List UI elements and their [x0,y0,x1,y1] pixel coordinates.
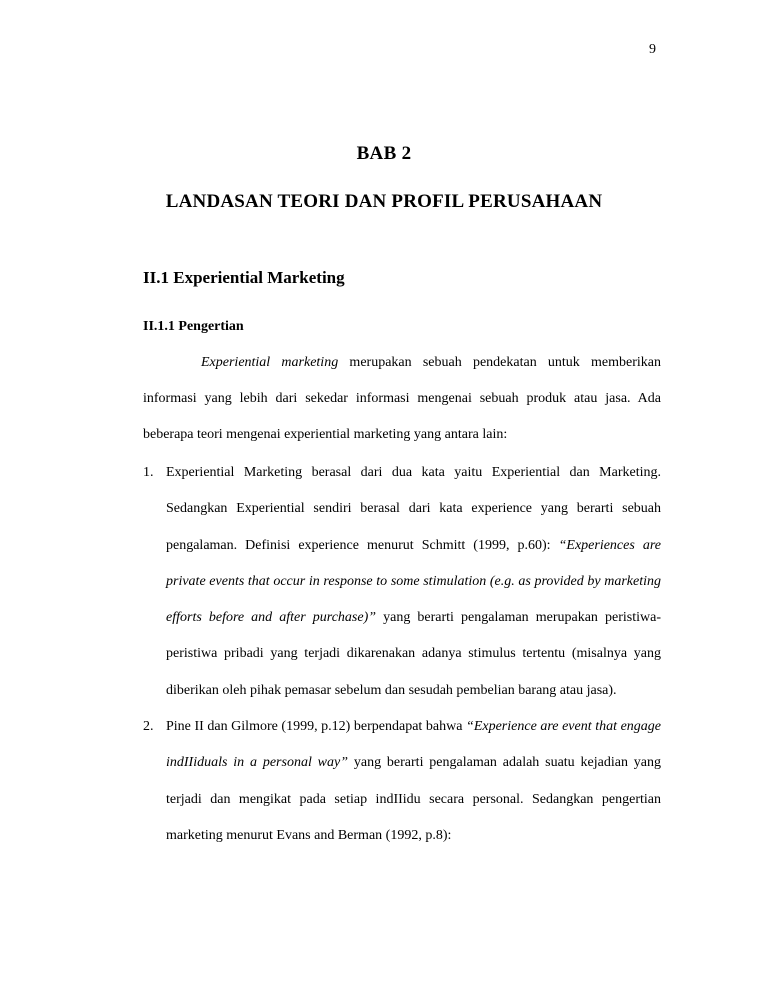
page-number: 9 [649,42,656,57]
list-item-text: Pine II dan Gilmore (1999, p.12) berpendapat bahwa [166,719,467,735]
list-item-number: 2. [143,719,154,735]
list-item-text: yang berarti pengalaman merupakan peristiwa-peristiwa pribadi yang terjadi dikarenakan adanya stimulus tertentu (misalnya yang diberikan oleh pihak pemasar sebelum dan sesudah pembelian barang atau jasa). [166,610,661,698]
chapter-subtitle: LANDASAN TEORI DAN PROFIL PERUSAHAAN [165,191,603,212]
intro-italic-lead: Experiential marketing [201,355,339,370]
list-item-quote: “Experiences are private events that occur in response to some stimulation (e.g. as provided by marketing efforts before and after purchase)” [166,537,661,626]
definition-list [143,455,661,854]
list-item-number: 1. [143,465,154,480]
list-item [143,709,661,854]
subsection-heading: II.1.1 Pengertian [143,319,244,334]
chapter-title: BAB 2 [356,143,412,164]
list-item [143,455,661,709]
intro-text: merupakan sebuah pendekatan untuk memberikan informasi yang lebih dari sekedar informasi mengenai sebuah produk atau jasa. Ada beberapa teori mengenai experiential marketing yang antara lain: [143,355,661,442]
intro-paragraph [143,345,661,453]
list-item-quote: “Experience are event that engage indIIiduals in a personal way” [166,719,661,771]
section-heading: II.1 Experiential Marketing [143,268,345,287]
list-item-text: Experiential Marketing berasal dari dua kata yaitu Experiential dan Marketing. Sedangkan Experiential sendiri berasal dari kata experience yang berarti sebuah pengalaman. Definisi experience menurut Schmitt (1999, p.60): [166,465,661,553]
list-item-text: yang berarti pengalaman adalah suatu kejadian yang terjadi dan mengikat pada setiap indIIidu secara personal. Sedangkan pengertian marketing menurut Evans and Berman (1992, p.8): [166,755,661,843]
